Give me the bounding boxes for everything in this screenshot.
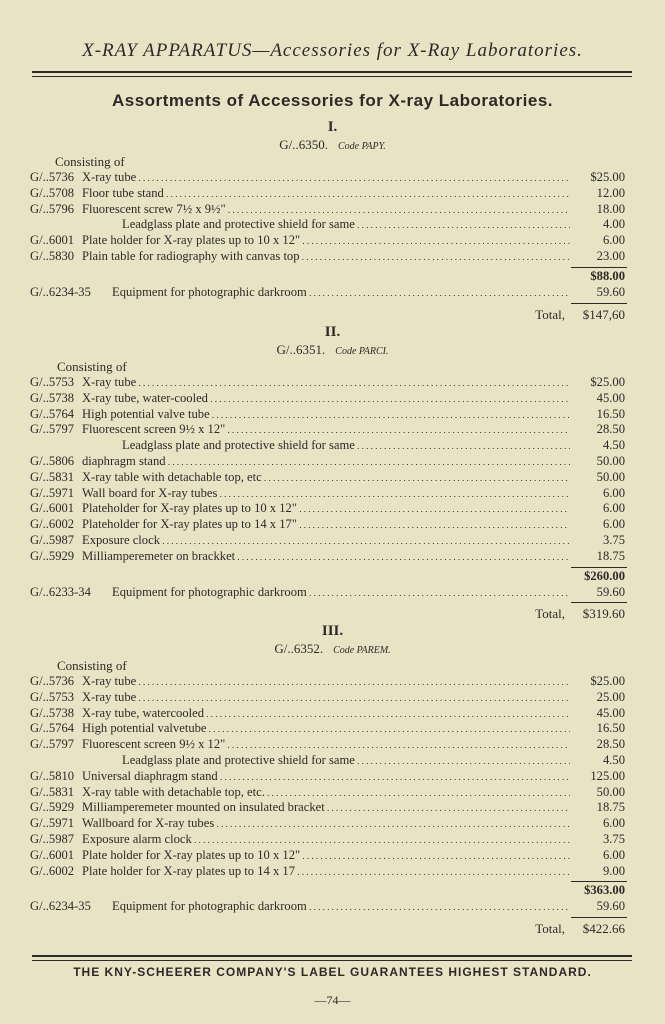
item-catalog-number: G/..5810 [30,768,75,783]
header-rule-thick [32,71,632,73]
item-description: Plate holder for X-ray plates up to 10 x 12" . . . [82,848,570,865]
item-description: Exposure clock . . . [82,533,570,550]
item-price: 6.00 [602,847,625,862]
item-row [0,769,665,785]
total-row [0,301,665,323]
item-row [0,517,665,533]
item-row [0,170,665,186]
subtotal-row [0,879,665,899]
item-catalog-number: G/..5738 [30,705,75,720]
item-catalog-number: G/..6001 [30,501,75,516]
item-catalog-number: G/..6001 [30,233,75,248]
item-description: Exposure alarm clock . . . [82,832,570,849]
item-price: 50.00 [596,469,625,484]
subtotal-rule [571,267,627,268]
item-catalog-number: G/..5764 [30,406,75,421]
item-row [0,501,665,517]
item-description: Plateholder for X-ray plates up to 14 x 17" . . . [82,517,570,534]
subtotal-value: $260.00 [584,568,625,583]
item-description: Leadglass plate and protective shield for same . . . [122,753,570,770]
footer-guarantee: THE KNY-SCHEERER COMPANY'S LABEL GUARANTEES HIGHEST STANDARD. [73,965,592,979]
item-row [0,375,665,391]
item-catalog-number: G/..5753 [30,689,75,704]
item-description: Equipment for photographic darkroom . . . [112,899,570,916]
item-description: High potential valvetube . . . [82,721,570,738]
item-price: 6.00 [602,517,625,532]
item-row [0,470,665,486]
assortment-code-line [0,341,665,359]
item-price: 16.50 [596,406,625,421]
total-value: $147,60 [582,306,625,322]
item-row [0,785,665,801]
item-description: X-ray tube, water-cooled . . . [82,391,570,408]
item-catalog-number: G/..6001 [30,847,75,862]
total-rule [571,917,627,918]
item-price: 59.60 [596,899,625,914]
header-rule-thin [32,76,632,77]
item-description: X-ray tube . . . [82,674,570,691]
item-catalog-number: G/..6233-34 [30,584,91,599]
item-price: 28.50 [596,422,625,437]
item-catalog-number: G/..5929 [30,548,75,563]
assortment-section [0,622,665,937]
assortment-section [0,118,665,323]
assortment-code-line [0,640,665,658]
item-price: 45.00 [596,390,625,405]
darkroom-row [0,585,665,601]
item-row [0,721,665,737]
total-value: $319.60 [582,606,625,622]
item-catalog-number: G/..5971 [30,485,75,500]
item-price: 6.00 [602,816,625,831]
item-description: Universal diaphragm stand . . . [82,769,570,786]
assortment-number: G/..6350. [279,137,328,152]
item-description: Milliamperemeter mounted on insulated bracket . . . [82,800,570,817]
telegraph-code: Code PAREM. [333,645,391,656]
item-price: 59.60 [596,584,625,599]
item-price: $25.00 [590,170,625,184]
item-price: $25.00 [590,375,625,389]
item-description: Fluorescent screen 9½ x 12" . . . [82,422,570,439]
item-price: 12.00 [596,185,625,200]
consisting-of-label: Consisting of [57,359,127,374]
item-catalog-number: G/..6234-35 [30,899,91,914]
item-description: X-ray tube . . . [82,170,570,187]
item-description: Wall board for X-ray tubes . . . [82,486,570,503]
item-price: 9.00 [602,863,625,878]
item-catalog-number: G/..5987 [30,532,75,547]
item-row [0,391,665,407]
page-title: Assortments of Accessories for X-ray Laboratories. [111,91,553,110]
item-row [0,832,665,848]
item-description: Floor tube stand . . . [82,186,570,203]
item-description: Plate holder for X-ray plates up to 10 x 12" . . . [82,233,570,250]
item-catalog-number: G/..6002 [30,863,75,878]
item-description: Fluorescent screen 9½ x 12" . . . [82,737,570,754]
item-row [0,737,665,753]
item-row [0,249,665,265]
item-row [0,407,665,423]
item-catalog-number: G/..5830 [30,248,75,263]
subtotal-row [0,265,665,285]
item-row [0,674,665,690]
item-description: diaphragm stand . . . [82,454,570,471]
page-number: —74— [314,993,351,1007]
consisting-of-label: Consisting of [55,154,125,169]
item-price: 50.00 [596,784,625,799]
item-row [0,690,665,706]
item-catalog-number: G/..5738 [30,390,75,405]
item-description: Wallboard for X-ray tubes . . . [82,816,570,833]
item-description: X-ray table with detachable top, etc. . . . [82,785,570,802]
item-description: Leadglass plate and protective shield for same . . . [122,438,570,455]
running-header: X-RAY APPARATUS—Accessories for X-Ray Laboratories. [82,40,583,61]
item-price: $25.00 [590,674,625,688]
item-row [0,706,665,722]
item-description: High potential valve tube . . . [82,407,570,424]
total-rule [571,602,627,603]
subtotal-value: $88.00 [590,268,625,283]
item-price: 6.00 [602,233,625,248]
item-description: Equipment for photographic darkroom . . . [112,585,570,602]
item-catalog-number: G/..5929 [30,800,75,815]
total-row [0,600,665,622]
item-row [0,186,665,202]
subtotal-rule [571,881,627,882]
item-price: 59.60 [596,284,625,299]
item-description: Leadglass plate and protective shield for same . . . [122,217,570,234]
subtotal-value: $363.00 [584,883,625,898]
item-description: X-ray tube . . . [82,690,570,707]
telegraph-code: Code PAPY. [337,141,386,152]
item-description: Milliamperemeter on brackket . . . [82,549,570,566]
assortment-number: G/..6351. [276,342,326,357]
item-price: 50.00 [596,453,625,468]
item-row [0,753,665,769]
item-catalog-number: G/..5764 [30,721,75,736]
item-description: Plate holder for X-ray plates up to 14 x 17 . . . [82,864,570,881]
item-catalog-number: G/..5736 [30,170,75,184]
section-numeral: I. [327,119,338,135]
total-label: Total, [535,606,565,622]
item-catalog-number: G/..5797 [30,422,75,437]
item-price: 4.50 [602,752,625,767]
total-label: Total, [535,306,565,322]
assortment-number: G/..6352. [274,641,324,656]
item-description: X-ray tube . . . [82,375,570,392]
item-row [0,816,665,832]
item-catalog-number: G/..6002 [30,517,75,532]
item-row [0,549,665,565]
item-description: Fluorescent screw 7½ x 9½" . . . [82,202,570,219]
item-price: 3.75 [602,831,625,846]
item-description: Plateholder for X-ray plates up to 10 x 12" . . . [82,501,570,518]
footer-rule-thin [32,960,632,961]
item-row [0,864,665,880]
item-price: 6.00 [602,485,625,500]
item-catalog-number: G/..5831 [30,784,75,799]
item-description: X-ray table with detachable top, etc . . . [82,470,570,487]
item-catalog-number: G/..5796 [30,201,75,216]
item-catalog-number: G/..5753 [30,375,75,389]
item-price: 28.50 [596,737,625,752]
item-row [0,486,665,502]
item-catalog-number: G/..5971 [30,816,75,831]
assortment-section [0,323,665,622]
item-price: 6.00 [602,501,625,516]
item-catalog-number: G/..5736 [30,674,75,688]
item-price: 16.50 [596,721,625,736]
item-catalog-number: G/..5987 [30,831,75,846]
item-row [0,454,665,470]
item-row [0,438,665,454]
item-description: Plain table for radiography with canvas top . . . [82,249,570,266]
footer-rule-thick [32,955,632,957]
item-row [0,202,665,218]
item-description: X-ray tube, watercooled . . . [82,706,570,723]
item-catalog-number: G/..6234-35 [30,284,91,299]
consisting-of-label: Consisting of [57,658,127,673]
item-row [0,233,665,249]
item-price: 25.00 [596,689,625,704]
item-catalog-number: G/..5708 [30,185,75,200]
item-price: 23.00 [596,248,625,263]
darkroom-row [0,899,665,915]
item-price: 4.50 [602,438,625,453]
darkroom-row [0,285,665,301]
assortment-code-line [0,136,665,154]
item-row [0,848,665,864]
telegraph-code: Code PARCI. [335,346,389,357]
item-row [0,533,665,549]
item-row [0,800,665,816]
item-price: 45.00 [596,705,625,720]
subtotal-row [0,565,665,585]
item-catalog-number: G/..5831 [30,469,75,484]
total-value: $422.66 [582,921,625,937]
total-label: Total, [535,921,565,937]
item-catalog-number: G/..5806 [30,453,75,468]
section-numeral: II. [324,324,341,340]
item-description: Equipment for photographic darkroom . . . [112,285,570,302]
item-price: 18.00 [596,201,625,216]
item-price: 125.00 [590,768,625,783]
item-price: 18.75 [596,548,625,563]
item-price: 4.00 [602,217,625,232]
section-numeral: III. [321,623,344,639]
item-row [0,217,665,233]
subtotal-rule [571,567,627,568]
item-catalog-number: G/..5797 [30,737,75,752]
item-price: 18.75 [596,800,625,815]
total-row [0,915,665,937]
item-price: 3.75 [602,532,625,547]
total-rule [571,303,627,304]
item-row [0,422,665,438]
